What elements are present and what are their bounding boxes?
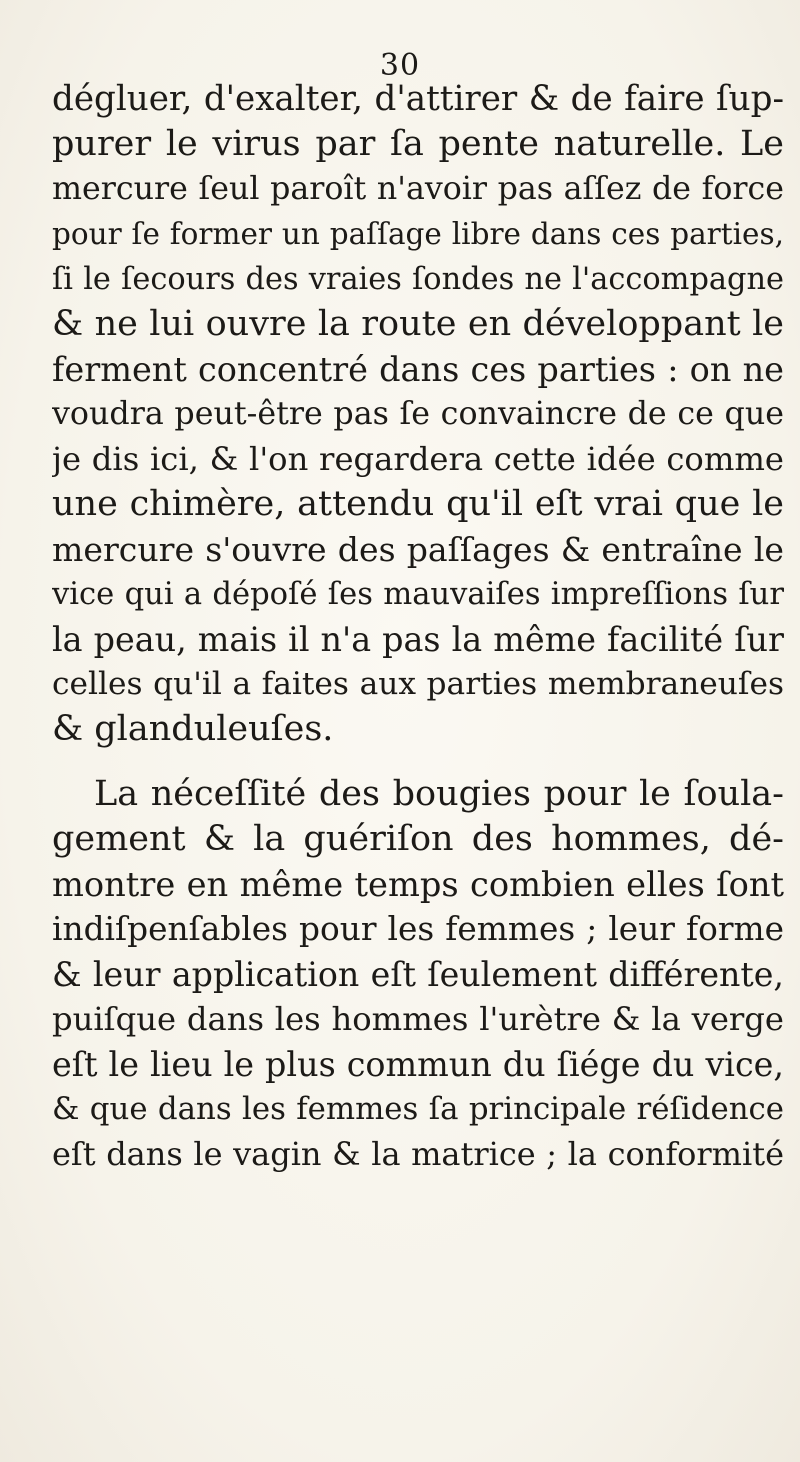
text-line: dégluer, d'exalter, d'attirer & de faire ſup- — [52, 79, 784, 119]
text-line: je dis ici, & l'on regardera cette idée comme — [52, 440, 784, 478]
text-line: pour ſe former un paſſage libre dans ces parties, — [52, 217, 784, 251]
text-line: la peau, mais il n'a pas la même facilité ſur — [52, 620, 784, 659]
text-line: eſt dans le vagin & la matrice ; la conformité — [52, 1135, 784, 1173]
text-line: La néceſſité des bougies pour le ſoula- — [94, 774, 784, 814]
text-line: & glanduleuſes. — [52, 709, 334, 749]
text-line: montre en même temps combien elles ſont — [52, 865, 784, 904]
text-line: & ne lui ouvre la route en développant le — [52, 304, 784, 344]
paragraph-1 — [52, 77, 784, 752]
text-line: mercure ſeul paroît n'avoir pas aſſez de force — [52, 171, 784, 207]
page-number: 30 — [379, 48, 421, 83]
text-line: indiſpenſables pour les femmes ; leur forme — [52, 910, 784, 948]
text-line: mercure s'ouvre des paſſages & entraîne le — [52, 530, 784, 569]
text-line: une chimère, attendu qu'il eſt vrai que le — [52, 484, 784, 524]
text-line: puiſque dans les hommes l'urètre & la verge — [52, 1000, 784, 1038]
text-line: & leur application eſt ſeulement différente, — [52, 955, 784, 994]
text-line: voudra peut-être pas ſe convaincre de ce que — [52, 396, 784, 432]
text-line: celles qu'il a faites aux parties membraneuſes — [52, 666, 784, 702]
paragraph-2 — [52, 772, 784, 1177]
paragraph-spacer — [52, 752, 784, 772]
text-line: eſt le lieu le plus commun du ſiége du vice, — [52, 1045, 784, 1084]
text-line: ferment concentré dans ces parties : on ne — [52, 350, 784, 389]
text-line: gement & la guériſon des hommes, dé- — [52, 819, 784, 859]
body-text — [52, 77, 784, 1177]
text-line: purer le virus par ſa pente naturelle. Le — [52, 124, 784, 164]
text-line: ſi le ſecours des vraies ſondes ne l'accompagne — [52, 262, 784, 297]
text-line: & que dans les femmes ſa principale réſidence — [52, 1091, 784, 1127]
text-line: vice qui a dépoſé ſes mauvaiſes impreſſions ſur — [52, 577, 784, 612]
